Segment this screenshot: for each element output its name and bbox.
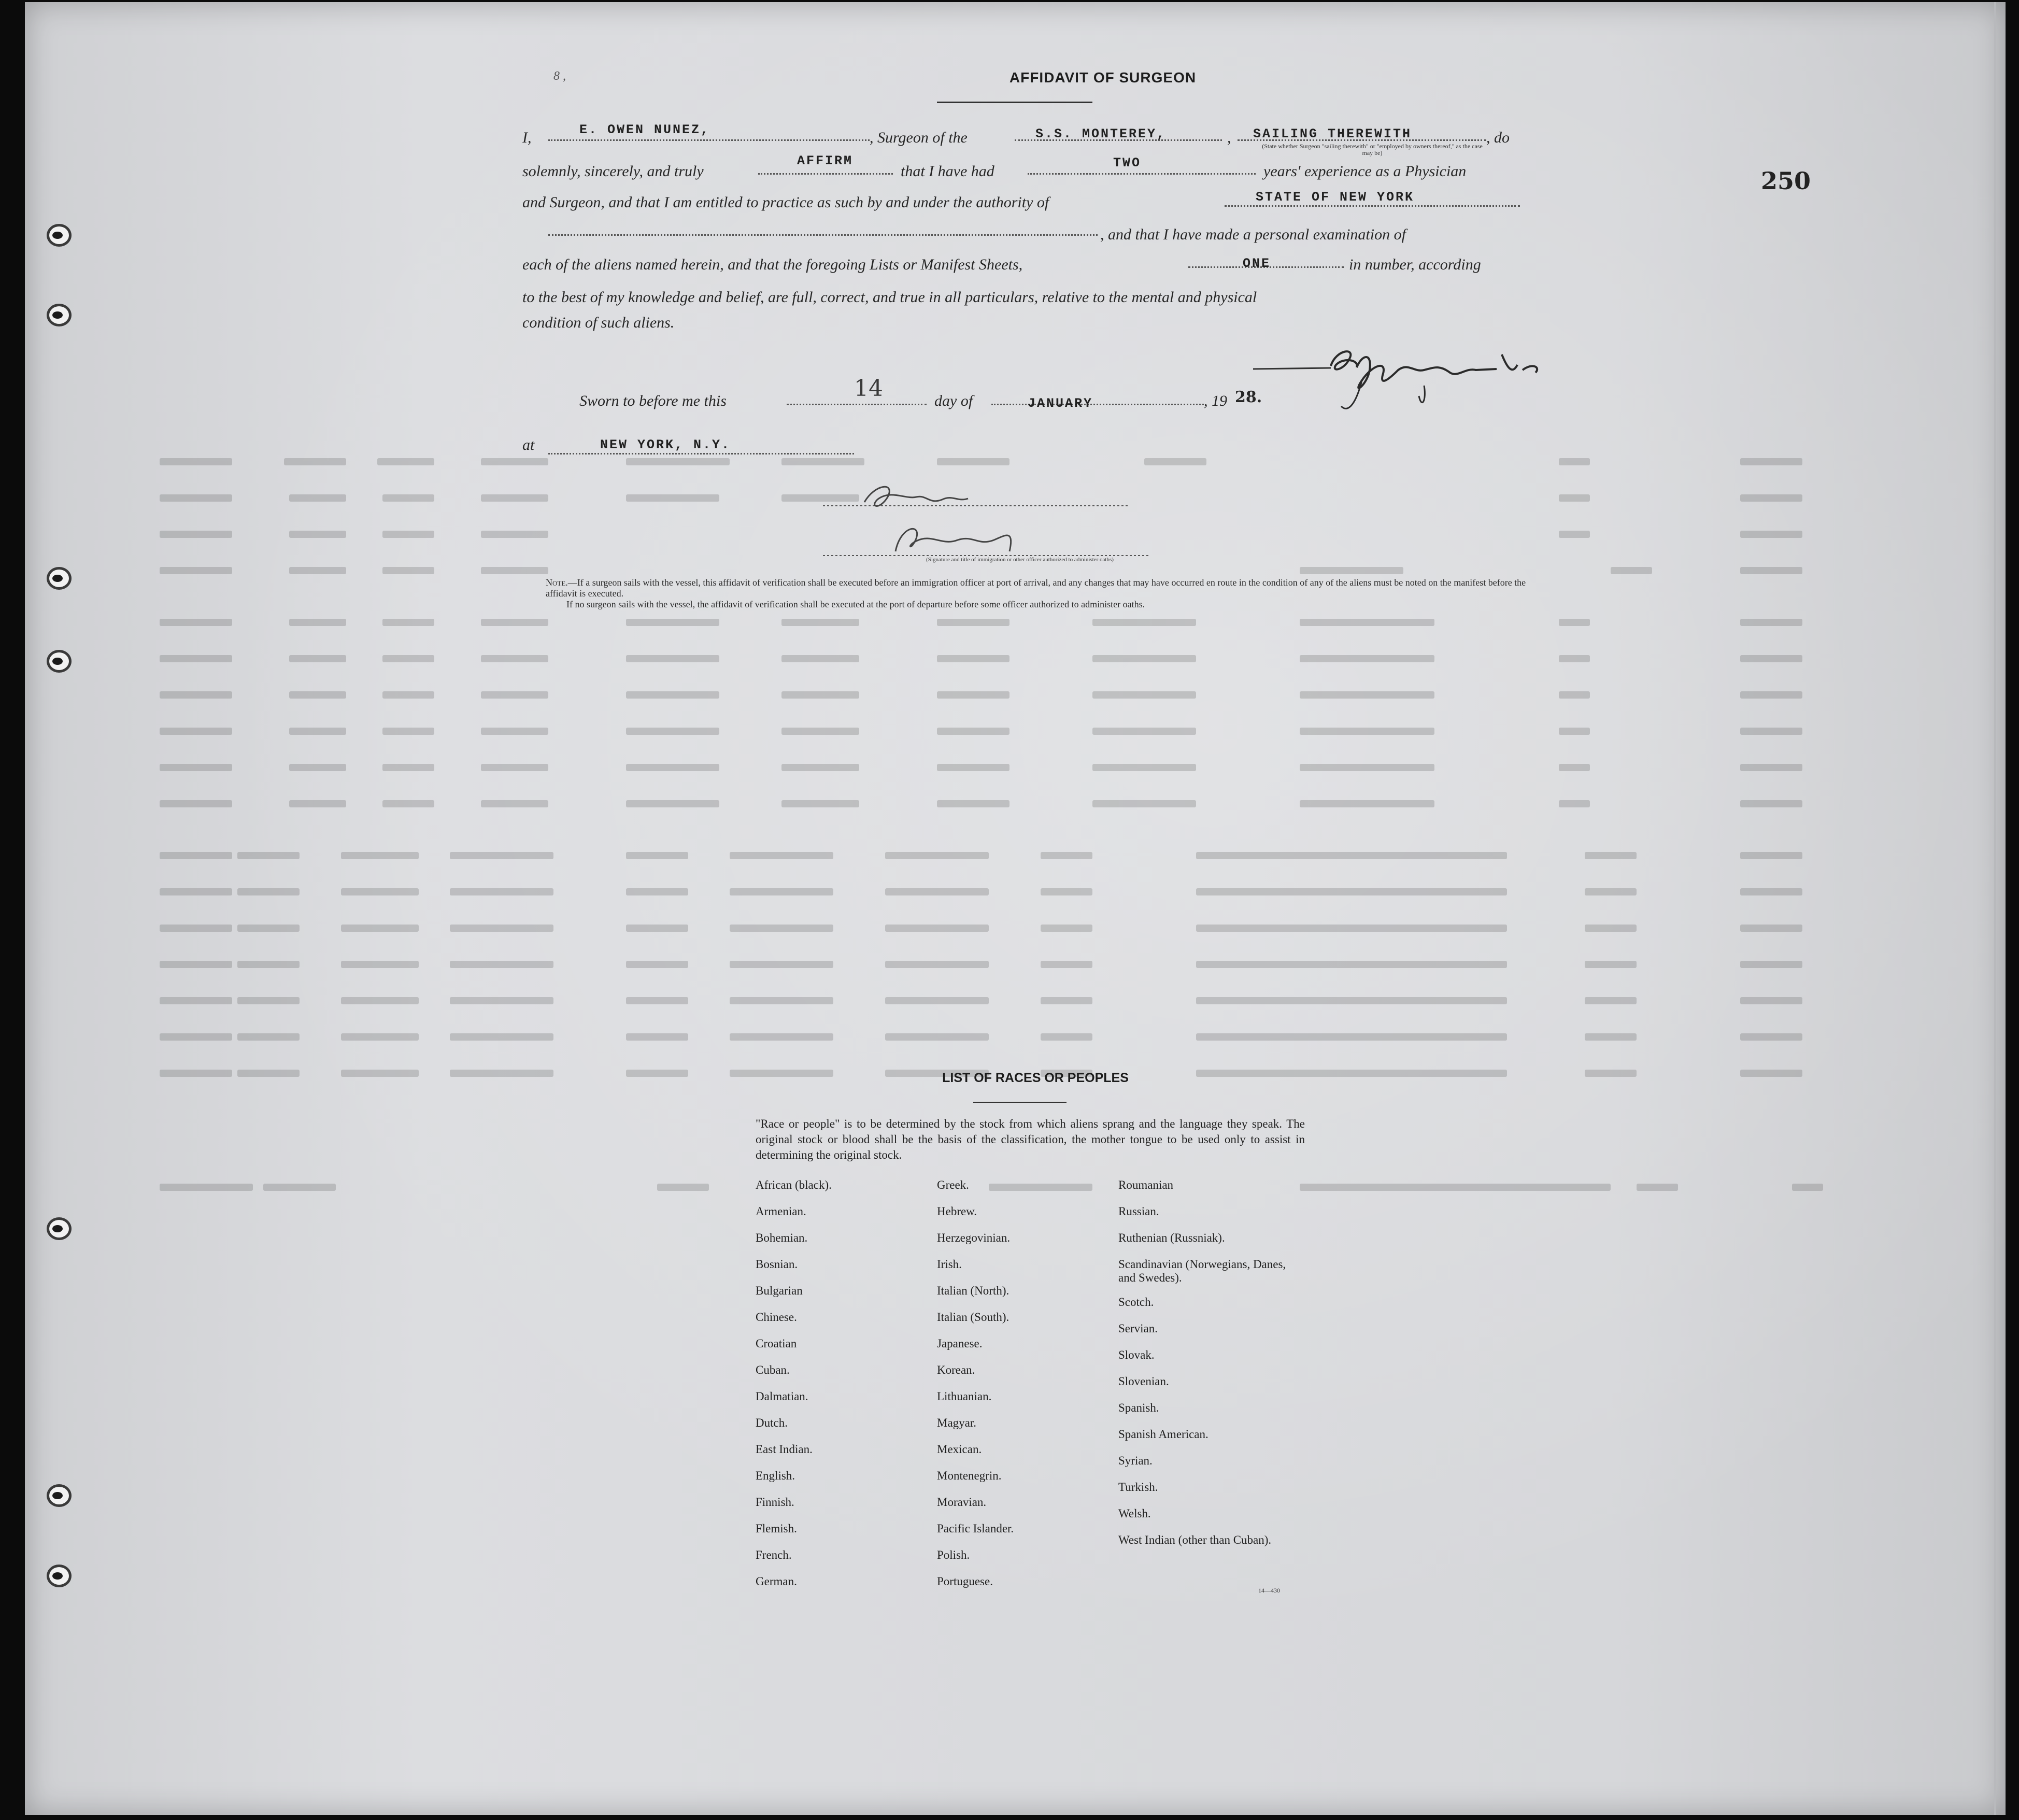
fill-line [1028,173,1256,175]
race-item: Bohemian. [756,1231,808,1244]
form-number: 14—430 [1258,1587,1280,1594]
race-item: Italian (North). [937,1284,1010,1297]
text-surgeon-of-the: , Surgeon of the [870,129,968,146]
binder-hole [47,1565,72,1587]
note-label: Note. [546,577,568,588]
place-value: NEW YORK, N.Y. [600,437,731,452]
surgeon-name: E. OWEN NUNEZ, [579,122,710,137]
race-item: Ruthenian (Russniak). [1118,1231,1225,1244]
year-value: 28. [1235,388,1262,406]
race-item: Scotch. [1118,1296,1154,1309]
text-personal-examination: , and that I have made a personal examination of [1100,226,1406,243]
text-that-i-have-had: that I have had [901,163,994,180]
race-item: Flemish. [756,1522,797,1535]
surgeon-signature [1253,344,1543,417]
note-text-2: If no surgeon sails with the vessel, the affidavit of verification shall be executed at the port of departure before some officer authorized to administer oaths. [566,599,1145,609]
surgeon-status: SAILING THEREWITH [1253,126,1412,141]
races-column-3 [1118,1178,1305,1571]
race-item: Syrian. [1118,1454,1153,1467]
race-item: Scandinavian (Norwegians, Danes, and Swedes). [1118,1258,1286,1284]
years-value: TWO [1113,155,1142,170]
fill-line [548,453,854,454]
race-item: Moravian. [937,1496,987,1509]
race-item: Welsh. [1118,1507,1151,1520]
race-item: Mexican. [937,1443,982,1456]
officer-caption: (Signature and title of immigration or other officer authorized to administer oaths) [926,557,1114,563]
day-value: 14 [854,375,883,402]
text-day-of: day of [934,392,973,409]
ship-name: S.S. MONTEREY, [1035,126,1167,141]
race-item: Armenian. [756,1205,806,1218]
race-item: Slovenian. [1118,1375,1169,1388]
sailing-note: (State whether Surgeon "sailing therewith" or "employed by owners thereof," as the case may be) [1262,143,1483,157]
fill-line [787,404,927,405]
race-item: Dutch. [756,1416,788,1429]
race-item: Bosnian. [756,1258,798,1271]
race-item: Servian. [1118,1322,1158,1335]
manifest-page [25,2,2006,1815]
affidavit-title: AFFIDAVIT OF SURGEON [1009,69,1197,86]
text-i: I, [522,129,532,146]
race-item: Bulgarian [756,1284,803,1297]
race-item: Chinese. [756,1311,797,1324]
text-in-number: in number, according [1349,256,1481,273]
race-item: Montenegrin. [937,1469,1002,1482]
text-and-surgeon: and Surgeon, and that I am entitled to practice as such by and under the authority of [522,194,1049,211]
fill-line [1225,205,1520,207]
binder-hole [47,567,72,590]
page-edge [1994,2,1996,1815]
race-item: Magyar. [937,1416,977,1429]
binder-hole [47,224,72,247]
races-intro: "Race or people" is to be determined by the stock from which aliens sprang and the language they speak. The original stock or blood shall be the basis of the classification, the mother tongue to be used only to assist in determining the original stock. [756,1117,1305,1161]
text-each-of-the-aliens: each of the aliens named herein, and that the foregoing Lists or Manifest Sheets, [522,256,1023,273]
race-item: Pacific Islander. [937,1522,1014,1535]
race-item: Croatian [756,1337,797,1350]
race-item: Japanese. [937,1337,983,1350]
race-item: Slovak. [1118,1348,1155,1361]
binder-hole [47,304,72,326]
races-title: LIST OF RACES OR PEOPLES [942,1071,1129,1085]
races-column-1 [756,1178,963,1601]
title-rule [937,102,1092,103]
text-do: , do [1486,129,1510,146]
text-solemnly: solemnly, sincerely, and truly [522,163,704,180]
authority-value: STATE OF NEW YORK [1256,190,1415,205]
races-column-2 [937,1178,1144,1601]
month-value: JANUARY [1028,396,1093,411]
race-item: Irish. [937,1258,962,1271]
text-best-of-knowledge: to the best of my knowledge and belief, are full, correct, and true in all particulars, relative to the mental and physical [522,289,1257,306]
race-item: Polish. [937,1548,970,1561]
race-item: Spanish American. [1118,1428,1208,1441]
race-item: Finnish. [756,1496,794,1509]
race-item: East Indian. [756,1443,813,1456]
race-item: French. [756,1548,792,1561]
text-condition: condition of such aliens. [522,314,675,331]
affirm-value: AFFIRM [797,153,854,168]
fill-line [548,234,1098,236]
race-item: Russian. [1118,1205,1159,1218]
binder-hole [47,650,72,673]
race-item: Roumanian [1118,1178,1174,1191]
race-item: English. [756,1469,795,1482]
text-sworn: Sworn to before me this [579,392,727,409]
races-rule [973,1102,1067,1103]
fill-line [758,173,893,175]
race-item: Korean. [937,1363,975,1376]
race-item: German. [756,1575,797,1588]
race-item: Portuguese. [937,1575,993,1588]
race-item: Italian (South). [937,1311,1010,1324]
race-item: African (black). [756,1178,832,1191]
officer-signature [818,479,1149,562]
text-at: at [522,436,535,453]
fill-line [548,139,870,141]
race-item: Spanish. [1118,1401,1159,1414]
race-item: West Indian (other than Cuban). [1118,1533,1272,1546]
race-item: Dalmatian. [756,1390,808,1403]
race-item: Greek. [937,1178,969,1191]
note-text: —If a surgeon sails with the vessel, this affidavit of verification shall be executed before an immigration officer at port of arrival, and any changes that may have occurred en route in the condition of any of the aliens must be noted on the manifest before the affidavit is executed. [546,577,1526,599]
race-item: Herzegovinian. [937,1231,1011,1244]
race-item: Cuban. [756,1363,790,1376]
binder-hole [47,1484,72,1507]
text-comma: , [1227,129,1231,146]
race-item: Hebrew. [937,1205,977,1218]
verification-note [546,577,1530,610]
sheets-value: ONE [1243,256,1271,271]
text-experience: years' experience as a Physician [1263,163,1467,180]
pencil-mark: 8 , [553,69,566,83]
fill-line [991,404,1204,405]
binder-hole [47,1217,72,1240]
race-item: Lithuanian. [937,1390,992,1403]
text-year-prefix: , 19 [1204,392,1227,409]
race-item: Turkish. [1118,1481,1158,1494]
page-number: 250 [1761,167,1811,195]
